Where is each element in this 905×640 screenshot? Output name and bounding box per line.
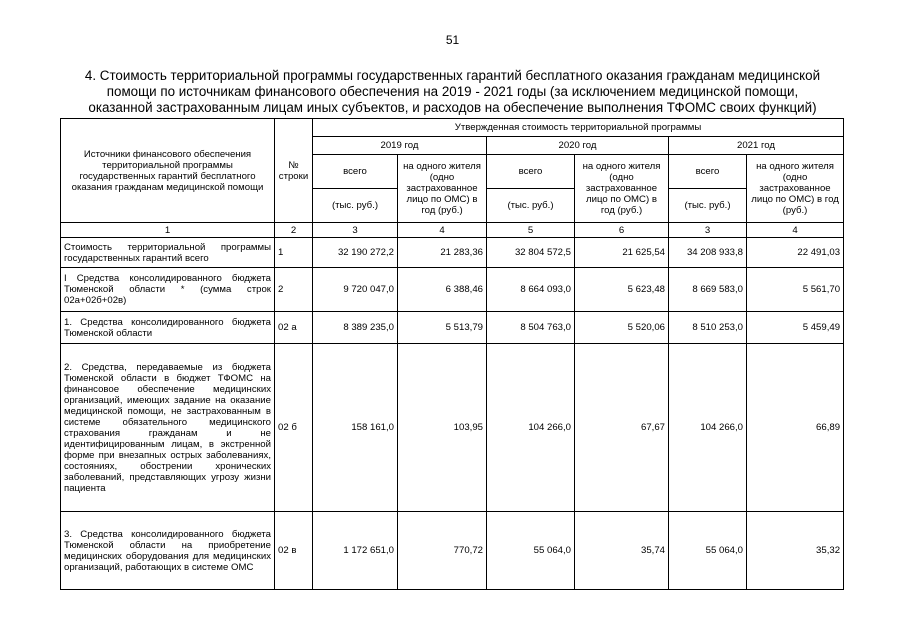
cell-value: 8 504 763,0 [487, 312, 575, 344]
row-number: 02 а [275, 312, 313, 344]
cell-value: 22 491,03 [747, 238, 844, 268]
header-unit-2019: (тыс. руб.) [313, 189, 398, 223]
header-per-person-2020: на одного жителя (одно застрахованное лицо по ОМС) в год (руб.) [575, 155, 669, 223]
cell-value: 34 208 933,8 [669, 238, 747, 268]
header-source: Источники финансового обеспечения территориальной программы государственных гарантий бесплатного оказания гражданам медицинской помощи [61, 119, 275, 223]
header-per-person-2021: на одного жителя (одно застрахованное лицо по ОМС) в год (руб.) [747, 155, 844, 223]
row-number: 02 в [275, 512, 313, 590]
cell-value: 5 513,79 [398, 312, 487, 344]
header-year-2021: 2021 год [669, 137, 844, 155]
cell-value: 104 266,0 [487, 344, 575, 512]
col-number: 5 [487, 223, 575, 238]
cell-value: 8 510 253,0 [669, 312, 747, 344]
table-row [61, 268, 844, 312]
cell-value: 770,72 [398, 512, 487, 590]
cell-value: 21 625,54 [575, 238, 669, 268]
title-line-1: 4. Стоимость территориальной программы государственных гарантий бесплатного оказания гражданам медицинской [84, 68, 821, 83]
cell-value: 5 623,48 [575, 268, 669, 312]
cell-value: 6 388,46 [398, 268, 487, 312]
row-number: 1 [275, 238, 313, 268]
col-number: 3 [313, 223, 398, 238]
col-number: 4 [747, 223, 844, 238]
header-approved-cost: Утвержденная стоимость территориальной программы [313, 119, 844, 137]
row-source: 1. Средства консолидированного бюджета Тюменской области [61, 312, 275, 344]
header-year-2019: 2019 год [313, 137, 487, 155]
title-line-3: оказанной застрахованным лицам иных субъектов, и расходов на обеспечение выполнения ТФОМС своих функций) [88, 100, 817, 115]
row-number: 2 [275, 268, 313, 312]
financing-table [60, 118, 844, 590]
col-number: 6 [575, 223, 669, 238]
row-source: 2. Средства, передаваемые из бюджета Тюменской области в бюджет ТФОМС на финансовое обеспечение медицинских организаций, имеющих задание на оказание медицинской помощи, не застрахованным в системе обязательного медицинского страхования гражданам и не идентифицированным лицам, в экстренной форме при внезапных острых заболеваниях, состояниях, обострении хронических заболеваний, представляющих угрозу жизни пациента [61, 344, 275, 512]
cell-value: 8 669 583,0 [669, 268, 747, 312]
row-number: 02 б [275, 344, 313, 512]
header-year-2020: 2020 год [487, 137, 669, 155]
col-number: 4 [398, 223, 487, 238]
cell-value: 9 720 047,0 [313, 268, 398, 312]
cell-value: 5 459,49 [747, 312, 844, 344]
cell-value: 104 266,0 [669, 344, 747, 512]
cell-value: 32 190 272,2 [313, 238, 398, 268]
cell-value: 32 804 572,5 [487, 238, 575, 268]
header-unit-2020: (тыс. руб.) [487, 189, 575, 223]
table-row [61, 512, 844, 590]
title-line-2: помощи по источникам финансового обеспечения на 2019 - 2021 годы (за исключением медицинской помощи, [106, 84, 799, 99]
cell-value: 35,32 [747, 512, 844, 590]
header-unit-2021: (тыс. руб.) [669, 189, 747, 223]
table-row [61, 344, 844, 512]
cell-value: 5 561,70 [747, 268, 844, 312]
row-source: 3. Средства консолидированного бюджета Тюменской области на приобретение медицинских оборудования для медицинских организаций, работающих в системе ОМС [61, 512, 275, 590]
row-source: Стоимость территориальной программы государственных гарантий всего [61, 238, 275, 268]
header-total-2019: всего [313, 155, 398, 189]
column-number-row [61, 223, 844, 238]
cell-value: 1 172 651,0 [313, 512, 398, 590]
cell-value: 55 064,0 [669, 512, 747, 590]
cell-value: 8 389 235,0 [313, 312, 398, 344]
cell-value: 8 664 093,0 [487, 268, 575, 312]
col-number: 3 [669, 223, 747, 238]
section-title [40, 68, 865, 116]
table-row [61, 312, 844, 344]
cell-value: 158 161,0 [313, 344, 398, 512]
cell-value: 103,95 [398, 344, 487, 512]
table-row [61, 238, 844, 268]
col-number: 2 [275, 223, 313, 238]
col-number: 1 [61, 223, 275, 238]
cell-value: 66,89 [747, 344, 844, 512]
header-row-no: № строки [275, 119, 313, 223]
row-source: I Средства консолидированного бюджета Тюменской области * (сумма строк 02а+02б+02в) [61, 268, 275, 312]
cell-value: 35,74 [575, 512, 669, 590]
cell-value: 5 520,06 [575, 312, 669, 344]
cell-value: 67,67 [575, 344, 669, 512]
page-number: 51 [445, 33, 460, 47]
header-total-2021: всего [669, 155, 747, 189]
header-total-2020: всего [487, 155, 575, 189]
cell-value: 55 064,0 [487, 512, 575, 590]
cell-value: 21 283,36 [398, 238, 487, 268]
header-per-person-2019: на одного жителя (одно застрахованное лицо по ОМС) в год (руб.) [398, 155, 487, 223]
